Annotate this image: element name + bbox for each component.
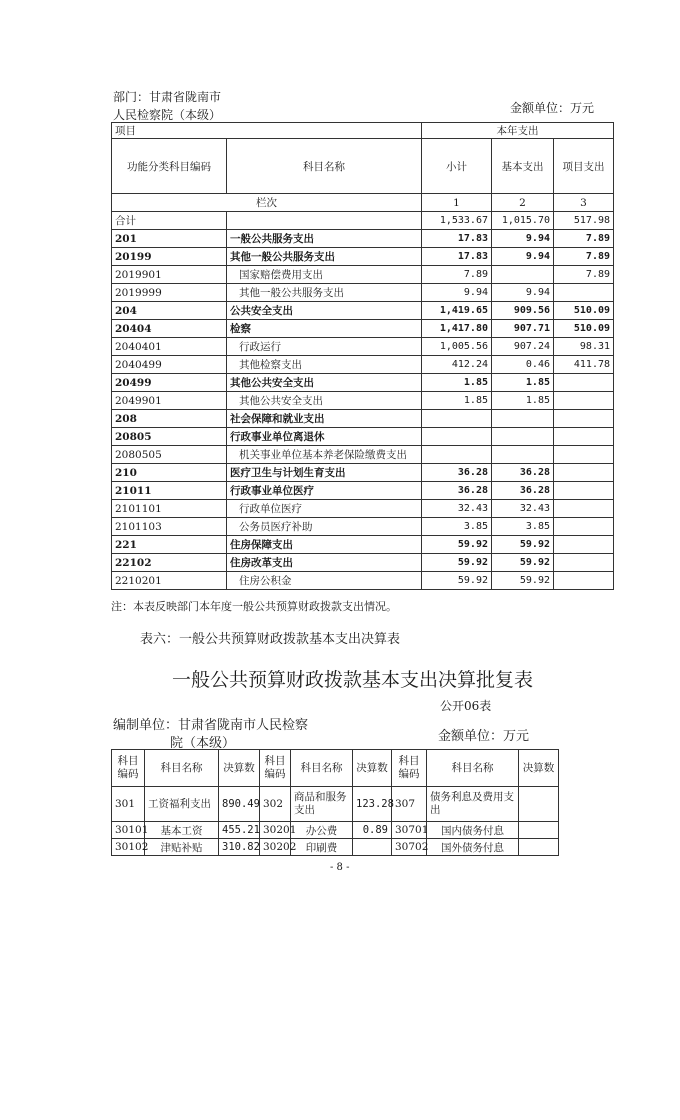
row-basic: 32.43	[492, 500, 554, 518]
row-project: 510.09	[554, 302, 614, 320]
row-project	[554, 500, 614, 518]
table-row	[112, 787, 559, 822]
row-code: 21011	[112, 482, 227, 500]
row-name	[227, 212, 422, 230]
row-subtotal: 7.89	[422, 266, 492, 284]
row-project	[554, 392, 614, 410]
row-subtotal: 36.28	[422, 482, 492, 500]
row-code: 210	[112, 464, 227, 482]
department-label: 部门：甘肃省陇南市	[113, 90, 222, 104]
amount-cell	[519, 787, 559, 822]
code-cell: 30102	[112, 839, 145, 856]
row-subtotal: 17.83	[422, 230, 492, 248]
row-name: 医疗卫生与计划生育支出	[227, 464, 422, 482]
amount-cell	[519, 839, 559, 856]
row-name: 行政事业单位医疗	[227, 482, 422, 500]
row-code: 20805	[112, 428, 227, 446]
row-basic: 59.92	[492, 554, 554, 572]
row-code: 221	[112, 536, 227, 554]
header-current-year: 本年支出	[422, 123, 614, 139]
table-row	[112, 839, 559, 856]
row-subtotal: 1,419.65	[422, 302, 492, 320]
column-number: 3	[554, 194, 614, 212]
row-basic: 909.56	[492, 302, 554, 320]
row-name: 公务员医疗补助	[227, 518, 422, 536]
row-code: 22102	[112, 554, 227, 572]
row-project	[554, 482, 614, 500]
row-name: 行政单位医疗	[227, 500, 422, 518]
row-project	[554, 572, 614, 590]
code-cell: 30201	[260, 822, 291, 839]
row-code: 20199	[112, 248, 227, 266]
table-row	[112, 410, 614, 428]
row-subtotal: 9.94	[422, 284, 492, 302]
row-project	[554, 464, 614, 482]
column-number: 2	[492, 194, 554, 212]
row-subtotal: 412.24	[422, 356, 492, 374]
row-project: 7.89	[554, 266, 614, 284]
row-name: 机关事业单位基本养老保险缴费支出	[227, 446, 422, 464]
row-code: 2019901	[112, 266, 227, 284]
amount-cell: 890.49	[219, 787, 260, 822]
row-code: 2049901	[112, 392, 227, 410]
code-cell: 30202	[260, 839, 291, 856]
row-basic	[492, 428, 554, 446]
amount-cell: 310.82	[219, 839, 260, 856]
name-cell: 津贴补贴	[145, 839, 219, 856]
row-subtotal: 17.83	[422, 248, 492, 266]
table-row	[112, 266, 614, 284]
row-subtotal: 59.92	[422, 572, 492, 590]
row-project	[554, 554, 614, 572]
row-name: 其他一般公共服务支出	[227, 248, 422, 266]
header-basic: 基本支出	[492, 139, 554, 194]
row-name: 一般公共服务支出	[227, 230, 422, 248]
row-basic	[492, 446, 554, 464]
name-cell: 工资福利支出	[145, 787, 219, 822]
row-project	[554, 446, 614, 464]
row-name: 住房改革支出	[227, 554, 422, 572]
row-name: 行政事业单位离退休	[227, 428, 422, 446]
header-cell: 科目名称	[145, 750, 219, 787]
row-code: 2101101	[112, 500, 227, 518]
table-row	[112, 392, 614, 410]
row-name: 其他一般公共服务支出	[227, 284, 422, 302]
row-project: 7.89	[554, 230, 614, 248]
row-basic: 59.92	[492, 572, 554, 590]
row-name: 其他公共安全支出	[227, 392, 422, 410]
row-basic: 9.94	[492, 230, 554, 248]
table-row	[112, 482, 614, 500]
row-basic: 1.85	[492, 392, 554, 410]
org-label: 编制单位：甘肃省陇南市人民检察	[113, 718, 309, 733]
table-row	[112, 248, 614, 266]
form-number: 公开06表	[440, 699, 492, 713]
header-cell: 决算数	[519, 750, 559, 787]
row-subtotal: 1,005.56	[422, 338, 492, 356]
row-subtotal	[422, 410, 492, 428]
header-cell: 决算数	[353, 750, 392, 787]
header-subtotal: 小计	[422, 139, 492, 194]
row-subtotal	[422, 446, 492, 464]
table-row	[112, 572, 614, 590]
row-name: 行政运行	[227, 338, 422, 356]
section-caption: 表六：一般公共预算财政拨款基本支出决算表	[140, 632, 401, 647]
row-code: 2101103	[112, 518, 227, 536]
row-basic: 907.71	[492, 320, 554, 338]
column-number: 1	[422, 194, 492, 212]
row-code: 20404	[112, 320, 227, 338]
amount-cell: 455.21	[219, 822, 260, 839]
name-cell: 国内债务付息	[427, 822, 519, 839]
table-row	[112, 554, 614, 572]
row-name: 其他公共安全支出	[227, 374, 422, 392]
table-row	[112, 500, 614, 518]
row-basic: 9.94	[492, 248, 554, 266]
header-cell: 科目名称	[291, 750, 353, 787]
header-cell: 决算数	[219, 750, 260, 787]
row-basic	[492, 410, 554, 428]
row-code: 201	[112, 230, 227, 248]
row-project: 98.31	[554, 338, 614, 356]
row-basic: 36.28	[492, 464, 554, 482]
row-subtotal: 1,417.80	[422, 320, 492, 338]
row-code: 合计	[112, 212, 227, 230]
header-cell: 科目编码	[392, 750, 427, 787]
row-project	[554, 428, 614, 446]
table-row	[112, 356, 614, 374]
table-row	[112, 518, 614, 536]
table-note: 注：本表反映部门本年度一般公共预算财政拨款支出情况。	[111, 600, 397, 613]
name-cell: 国外债务付息	[427, 839, 519, 856]
header-name: 科目名称	[227, 139, 422, 194]
header-cell: 科目编码	[112, 750, 145, 787]
name-cell: 基本工资	[145, 822, 219, 839]
header-project: 项目支出	[554, 139, 614, 194]
row-basic: 3.85	[492, 518, 554, 536]
row-subtotal: 59.92	[422, 536, 492, 554]
row-name: 公共安全支出	[227, 302, 422, 320]
row-subtotal: 59.92	[422, 554, 492, 572]
table2-title: 一般公共预算财政拨款基本支出决算批复表	[172, 669, 534, 691]
header-cell: 科目名称	[427, 750, 519, 787]
row-name: 国家赔偿费用支出	[227, 266, 422, 284]
table-row	[112, 446, 614, 464]
table-row	[112, 536, 614, 554]
row-name: 社会保障和就业支出	[227, 410, 422, 428]
header-cell: 科目编码	[260, 750, 291, 787]
row-subtotal	[422, 428, 492, 446]
row-code: 208	[112, 410, 227, 428]
row-basic: 1.85	[492, 374, 554, 392]
name-cell: 印刷费	[291, 839, 353, 856]
amount-cell	[519, 822, 559, 839]
expenditure-table	[111, 122, 614, 590]
code-cell: 302	[260, 787, 291, 822]
row-project	[554, 536, 614, 554]
row-project	[554, 410, 614, 428]
row-name: 其他检察支出	[227, 356, 422, 374]
page-number: - 8 -	[330, 862, 350, 873]
basic-expenditure-table	[111, 749, 559, 856]
row-basic: 9.94	[492, 284, 554, 302]
row-subtotal: 1.85	[422, 374, 492, 392]
row-code: 2210201	[112, 572, 227, 590]
row-basic: 36.28	[492, 482, 554, 500]
table-row	[112, 428, 614, 446]
table-row	[112, 302, 614, 320]
table-row	[112, 338, 614, 356]
row-basic	[492, 266, 554, 284]
code-cell: 301	[112, 787, 145, 822]
row-project	[554, 284, 614, 302]
header-code: 功能分类科目编码	[112, 139, 227, 194]
row-project	[554, 374, 614, 392]
table-row	[112, 284, 614, 302]
row-subtotal: 36.28	[422, 464, 492, 482]
department-label-line2: 人民检察院（本级）	[113, 108, 222, 122]
row-code: 2040401	[112, 338, 227, 356]
header-column: 栏次	[112, 194, 422, 212]
row-project: 411.78	[554, 356, 614, 374]
table-row	[112, 374, 614, 392]
code-cell: 30101	[112, 822, 145, 839]
table-row	[112, 464, 614, 482]
table-row	[112, 320, 614, 338]
row-name: 检察	[227, 320, 422, 338]
row-basic: 1,015.70	[492, 212, 554, 230]
org-label-line2: 院（本级）	[170, 736, 236, 751]
row-subtotal: 1.85	[422, 392, 492, 410]
row-project: 510.09	[554, 320, 614, 338]
row-code: 2080505	[112, 446, 227, 464]
row-code: 2040499	[112, 356, 227, 374]
name-cell: 债务利息及费用支出	[427, 787, 519, 822]
row-name: 住房公积金	[227, 572, 422, 590]
row-subtotal: 3.85	[422, 518, 492, 536]
row-project	[554, 518, 614, 536]
row-code: 204	[112, 302, 227, 320]
table-row	[112, 822, 559, 839]
unit-label: 金额单位：万元	[510, 101, 595, 115]
table-row	[112, 212, 614, 230]
row-basic: 59.92	[492, 536, 554, 554]
header-item: 项目	[112, 123, 422, 139]
row-code: 20499	[112, 374, 227, 392]
row-project: 7.89	[554, 248, 614, 266]
name-cell: 办公费	[291, 822, 353, 839]
row-name: 住房保障支出	[227, 536, 422, 554]
row-subtotal: 1,533.67	[422, 212, 492, 230]
row-subtotal: 32.43	[422, 500, 492, 518]
row-basic: 907.24	[492, 338, 554, 356]
code-cell: 30702	[392, 839, 427, 856]
name-cell: 商品和服务支出	[291, 787, 353, 822]
code-cell: 307	[392, 787, 427, 822]
table-row	[112, 230, 614, 248]
amount-cell: 123.28	[353, 787, 392, 822]
amount-cell	[353, 839, 392, 856]
row-project: 517.98	[554, 212, 614, 230]
amount-cell: 0.89	[353, 822, 392, 839]
row-basic: 0.46	[492, 356, 554, 374]
code-cell: 30701	[392, 822, 427, 839]
table2-unit-label: 金额单位：万元	[438, 729, 530, 744]
row-code: 2019999	[112, 284, 227, 302]
